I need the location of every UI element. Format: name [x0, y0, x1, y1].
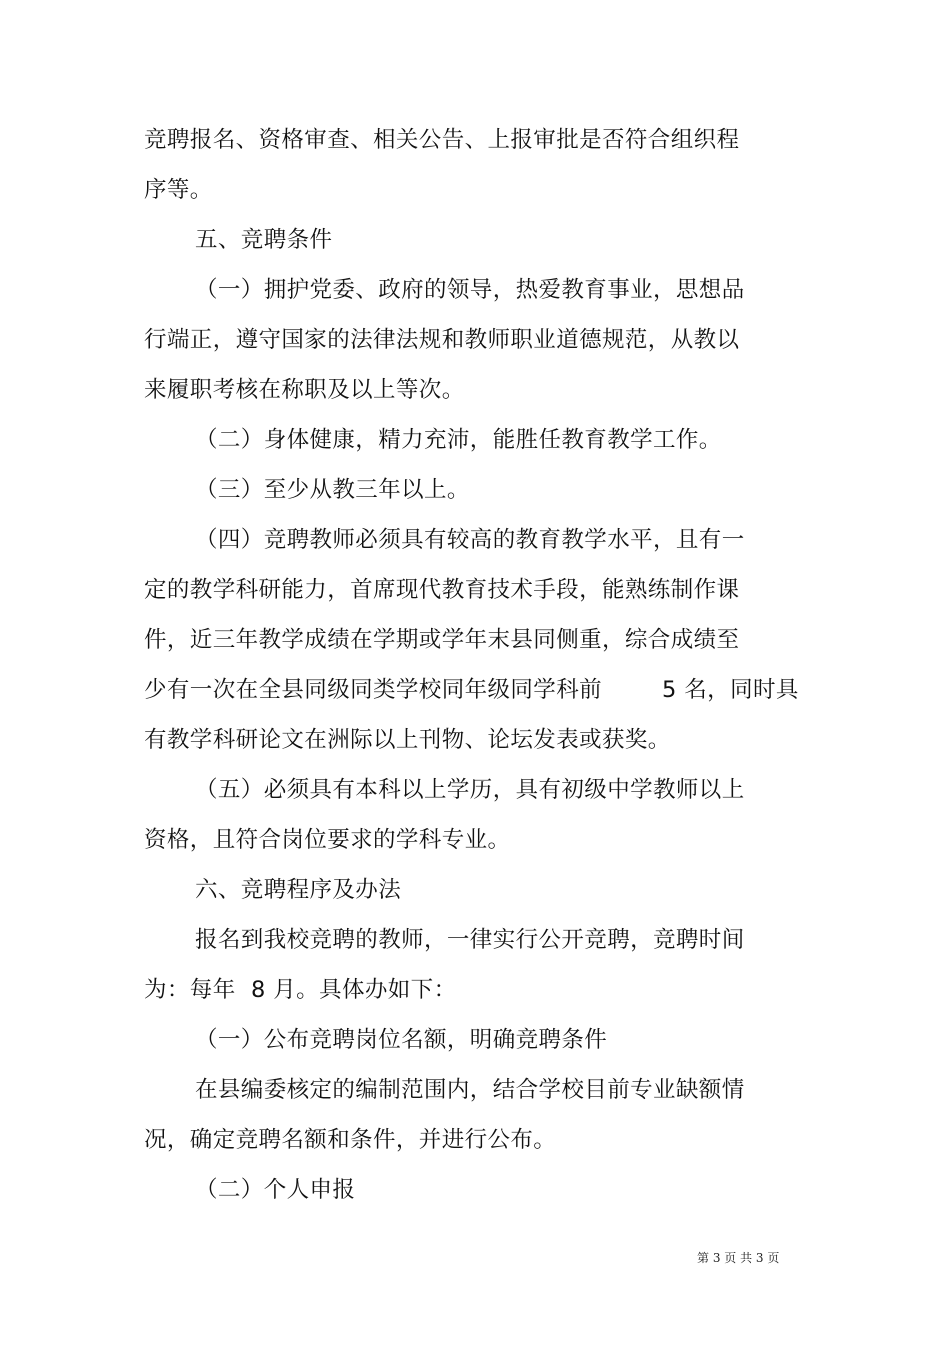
- text-line-14: （五）必须具有本科以上学历，具有初级中学教师以上: [195, 777, 745, 803]
- text-line-18-tail: 8 月。具体办如下：: [251, 977, 457, 1003]
- text-line-12-tail: 5 名，同时具: [662, 677, 799, 703]
- text-line-5: 行端正，遵守国家的法律法规和教师职业道德规范，从教以: [144, 327, 740, 353]
- text-line-10: 定的教学科研能力，首席现代教育技术手段，能熟练制作课: [144, 577, 740, 603]
- section-heading-6: 六、竞聘程序及办法: [195, 877, 402, 903]
- text-line-18: 为：每年: [144, 977, 236, 1003]
- text-line-7: （二）身体健康，精力充沛，能胜任教育教学工作。: [195, 427, 722, 453]
- text-line-12: 少有一次在全县同级同类学校同年级同学科前: [144, 677, 603, 703]
- text-line-4: （一）拥护党委、政府的领导，热爱教育事业，思想品: [195, 277, 745, 303]
- text-line-6: 来履职考核在称职及以上等次。: [144, 377, 465, 403]
- text-line-15: 资格，且符合岗位要求的学科专业。: [144, 827, 511, 853]
- page-number-footer: 第 3 页 共 3 页: [697, 1251, 780, 1265]
- text-line-2: 序等。: [144, 177, 213, 203]
- text-line-20: 在县编委核定的编制范围内，结合学校目前专业缺额情: [195, 1077, 745, 1103]
- text-line-9: （四）竞聘教师必须具有较高的教育教学水平，且有一: [195, 527, 745, 553]
- text-line-1: 竞聘报名、资格审查、相关公告、上报审批是否符合组织程: [144, 127, 740, 153]
- section-heading-5: 五、竞聘条件: [195, 227, 333, 253]
- text-line-19: （一）公布竞聘岗位名额，明确竞聘条件: [195, 1027, 608, 1053]
- text-line-11: 件，近三年教学成绩在学期或学年末县同侧重，综合成绩至: [144, 627, 740, 653]
- text-line-8: （三）至少从教三年以上。: [195, 477, 470, 503]
- text-line-13: 有教学科研论文在洲际以上刊物、论坛发表或获奖。: [144, 727, 671, 753]
- text-line-21: 况，确定竞聘名额和条件，并进行公布。: [144, 1127, 557, 1153]
- text-line-17: 报名到我校竞聘的教师，一律实行公开竞聘，竞聘时间: [195, 927, 745, 953]
- text-line-22: （二）个人申报: [195, 1177, 356, 1203]
